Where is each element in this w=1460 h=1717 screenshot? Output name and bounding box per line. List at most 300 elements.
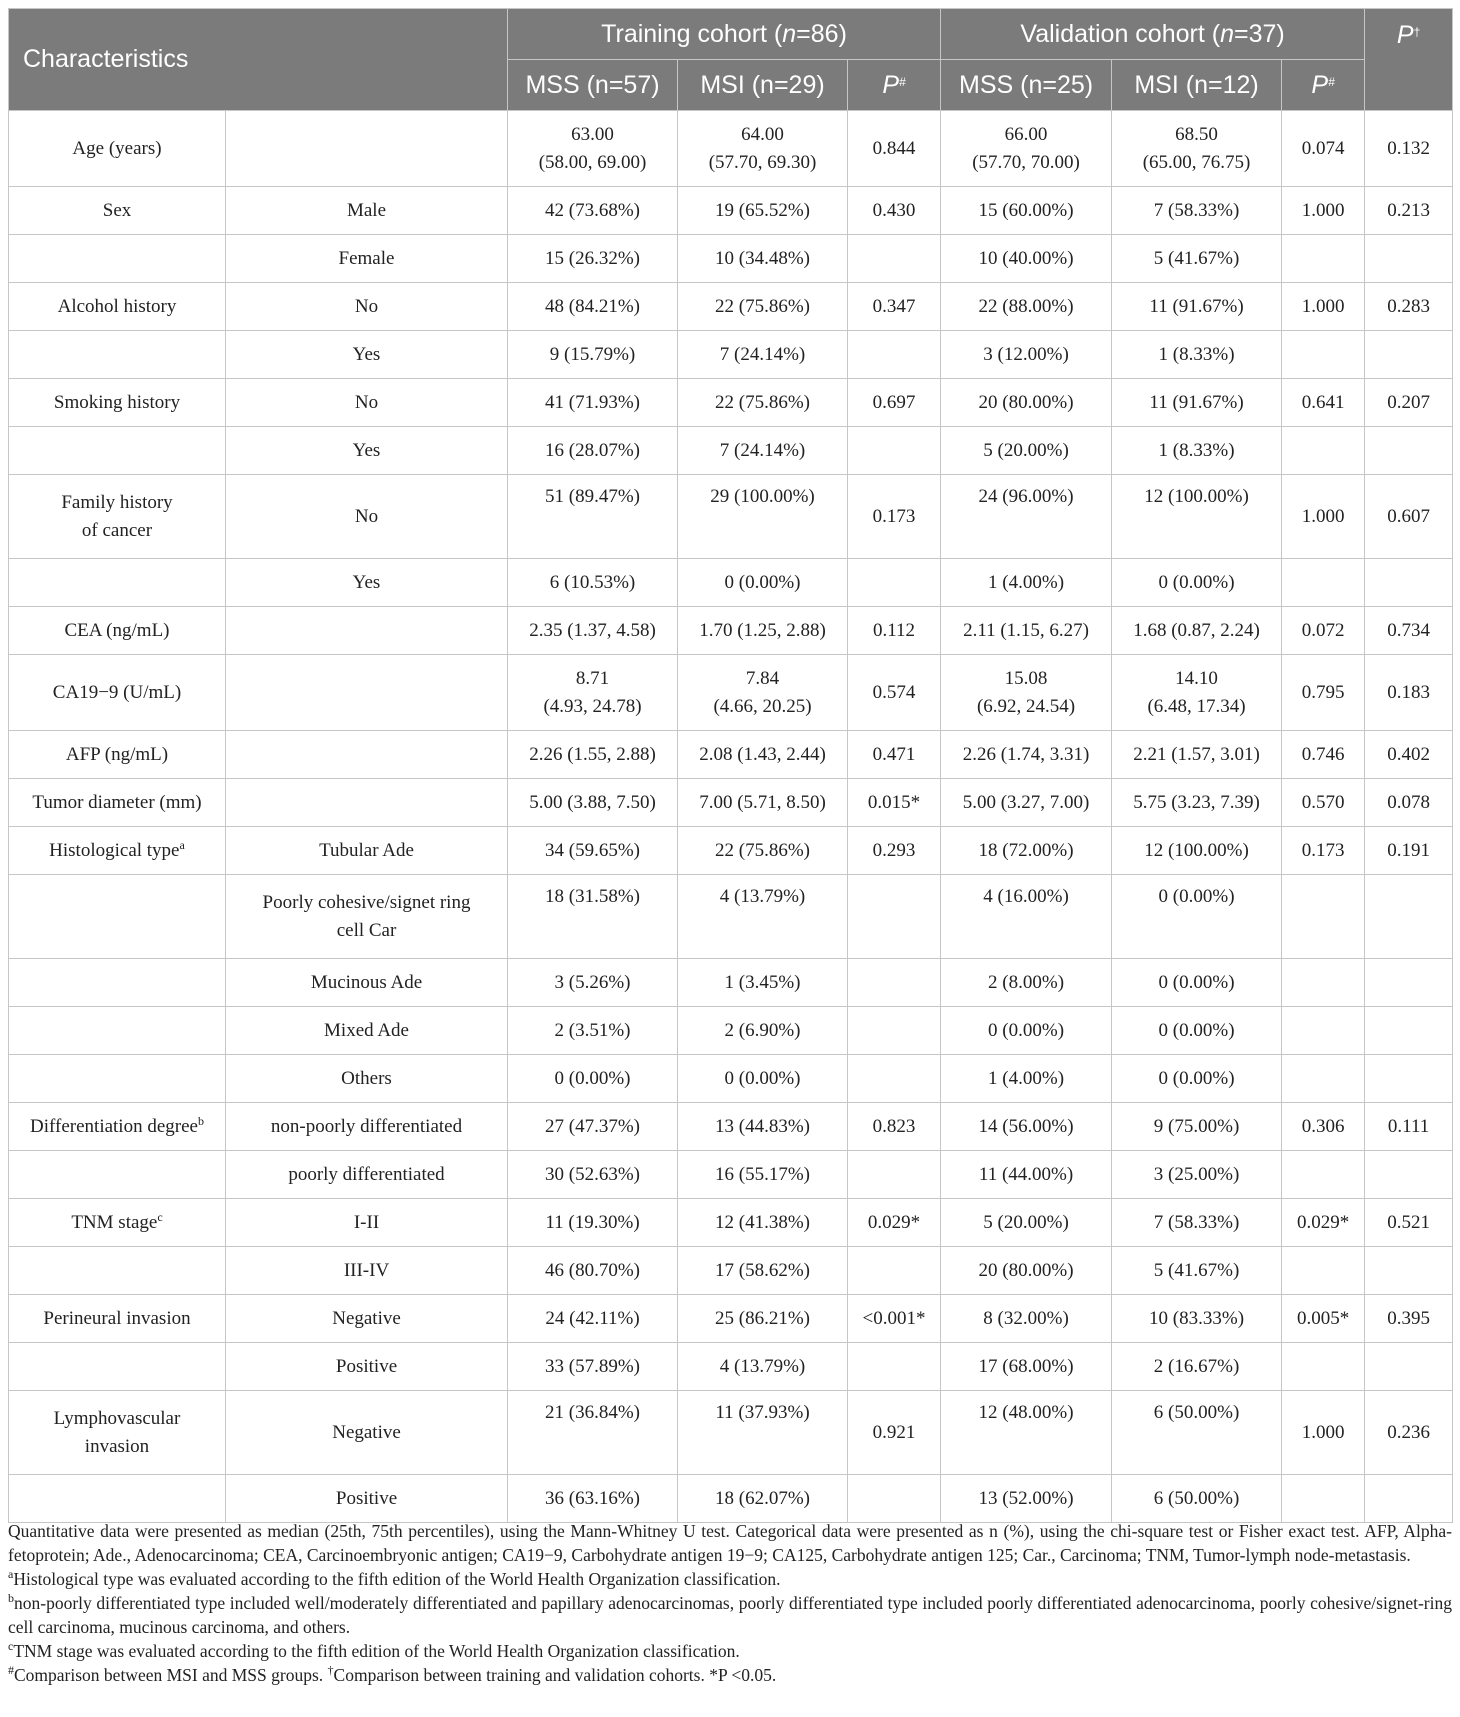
header-msi-training: MSI (n=29) — [678, 60, 848, 111]
characteristic-cell — [9, 875, 226, 959]
msi-training-cell — [678, 187, 848, 235]
p-validation-cell — [1282, 427, 1365, 475]
cell-text: 8.71 — [575, 667, 610, 689]
characteristic-cell — [9, 379, 226, 427]
cell-text: 7 (24.14%) — [719, 343, 806, 365]
mss-validation-cell — [941, 283, 1112, 331]
p-training-cell — [848, 427, 941, 475]
table-body — [9, 111, 1453, 1523]
mss-training-cell — [508, 283, 678, 331]
characteristic-cell — [9, 1055, 226, 1103]
cell-text: 0.015* — [867, 791, 921, 813]
mss-training-cell — [508, 379, 678, 427]
cell-text: 34 (59.65%) — [545, 839, 640, 861]
subgroup-cell — [226, 779, 508, 827]
mss-training-cell — [508, 1295, 678, 1343]
characteristic-cell — [9, 1475, 226, 1523]
p-training-cell — [848, 379, 941, 427]
cell-text: Mucinous Ade — [310, 971, 423, 993]
mss-training-cell — [508, 731, 678, 779]
cell-text: 0.111 — [1387, 1115, 1430, 1137]
table-row — [9, 1055, 1453, 1103]
footnote-hash-mark: # — [8, 1663, 14, 1677]
cell-text: 0.132 — [1387, 137, 1430, 159]
p-validation-cell — [1282, 235, 1365, 283]
mss-validation-cell — [941, 1343, 1112, 1391]
mss-validation-cell — [941, 1151, 1112, 1199]
footnote-dagger-mark: † — [327, 1663, 334, 1677]
msi-training-cell — [678, 607, 848, 655]
mss-training-cell — [508, 235, 678, 283]
subgroup-cell — [226, 655, 508, 731]
cell-text: 0.236 — [1387, 1421, 1430, 1443]
table-row — [9, 559, 1453, 607]
cell-text: 6 (50.00%) — [1153, 1402, 1240, 1423]
mss-validation-cell — [941, 235, 1112, 283]
cell-text: 0.029* — [867, 1211, 921, 1233]
table-row — [9, 1199, 1453, 1247]
training-count: =86) — [796, 19, 847, 48]
cell-text: 41 (71.93%) — [545, 391, 640, 413]
table-row — [9, 379, 1453, 427]
msi-training-cell — [678, 1103, 848, 1151]
cell-text: No — [354, 391, 379, 413]
cell-text: of cancer — [81, 519, 153, 541]
cell-text: (57.70, 69.30) — [708, 151, 817, 173]
p-validation-cell — [1282, 559, 1365, 607]
cell-text: poorly differentiated — [288, 1163, 445, 1185]
cell-text: 11 (44.00%) — [978, 1163, 1074, 1185]
cell-text: 0.005* — [1296, 1307, 1350, 1329]
cell-text: 68.50 — [1175, 123, 1218, 145]
mss-training-cell — [508, 655, 678, 731]
cell-text: 0 (0.00%) — [988, 1019, 1065, 1041]
msi-validation-cell — [1112, 1475, 1282, 1523]
cell-text: 0.112 — [873, 619, 916, 641]
msi-training-cell — [678, 559, 848, 607]
footnote-mark: b — [197, 1113, 204, 1128]
subgroup-cell — [226, 607, 508, 655]
p-cohort-cell — [1365, 655, 1453, 731]
cell-text: (65.00, 76.75) — [1142, 151, 1251, 173]
p-validation-cell — [1282, 331, 1365, 379]
p-training-cell — [848, 1295, 941, 1343]
cell-text: 0.293 — [872, 839, 916, 861]
cell-text: Sex — [102, 199, 132, 221]
p-cohort-cell — [1365, 187, 1453, 235]
table-row — [9, 655, 1453, 731]
header-p-hash-training — [848, 60, 941, 111]
cell-text: 18 (31.58%) — [545, 886, 640, 907]
cell-text: 0.641 — [1301, 391, 1345, 413]
characteristic-cell — [9, 779, 226, 827]
msi-validation-cell — [1112, 1343, 1282, 1391]
mss-validation-cell — [941, 779, 1112, 827]
cell-text: 18 (62.07%) — [715, 1487, 810, 1509]
cell-text: 29 (100.00%) — [710, 486, 815, 507]
p-training-cell — [848, 959, 941, 1007]
msi-training-cell — [678, 1391, 848, 1475]
p-cohort-cell — [1365, 1055, 1453, 1103]
cell-text: 22 (88.00%) — [978, 295, 1074, 317]
cell-text: 0.402 — [1387, 743, 1430, 765]
mss-validation-cell — [941, 187, 1112, 235]
mss-validation-cell — [941, 427, 1112, 475]
mss-training-cell — [508, 427, 678, 475]
msi-training-cell — [678, 427, 848, 475]
cell-text: 64.00 — [741, 123, 784, 145]
subgroup-cell — [226, 111, 508, 187]
msi-validation-cell — [1112, 379, 1282, 427]
mss-training-cell — [508, 1055, 678, 1103]
p-training-cell — [848, 559, 941, 607]
cell-text: 0.921 — [872, 1421, 916, 1443]
p-validation-cell — [1282, 875, 1365, 959]
mss-validation-cell — [941, 731, 1112, 779]
cell-text: Negative — [332, 1421, 401, 1443]
cell-text: 0 (0.00%) — [1158, 886, 1235, 907]
p-dagger-sym: † — [1413, 25, 1421, 39]
mss-training-cell — [508, 1391, 678, 1475]
p-dagger-p: P — [1396, 21, 1414, 49]
p-validation-cell — [1282, 475, 1365, 559]
p-cohort-cell — [1365, 1199, 1453, 1247]
footnote-mark: a — [179, 837, 185, 852]
cell-text: 2.21 (1.57, 3.01) — [1133, 743, 1260, 765]
cell-text: 0.173 — [872, 505, 916, 527]
msi-validation-cell — [1112, 655, 1282, 731]
table-row — [9, 1007, 1453, 1055]
msi-validation-cell — [1112, 1007, 1282, 1055]
cell-text: 12 (48.00%) — [978, 1402, 1074, 1423]
p-cohort-cell — [1365, 827, 1453, 875]
msi-training-cell — [678, 827, 848, 875]
subgroup-cell — [226, 1247, 508, 1295]
cell-text: No — [354, 295, 379, 317]
table-row — [9, 235, 1453, 283]
cell-text: 0.074 — [1301, 137, 1345, 159]
cell-text: 30 (52.63%) — [545, 1163, 640, 1185]
cell-text: 1.000 — [1301, 295, 1345, 317]
characteristic-cell — [9, 1151, 226, 1199]
table-row — [9, 1343, 1453, 1391]
footnote-comparisons — [8, 1663, 1452, 1687]
cell-text: 1 (8.33%) — [1158, 343, 1235, 365]
cell-text: Negative — [332, 1307, 401, 1329]
cell-text: 1 (4.00%) — [988, 1067, 1065, 1089]
cell-text: Yes — [352, 571, 381, 593]
p-cohort-cell — [1365, 1391, 1453, 1475]
table-row — [9, 1247, 1453, 1295]
cell-text: 25 (86.21%) — [715, 1307, 810, 1329]
p-validation-cell — [1282, 655, 1365, 731]
cell-text: 2.11 (1.15, 6.27) — [963, 619, 1090, 641]
p-cohort-cell — [1365, 1151, 1453, 1199]
footnote-b — [8, 1591, 1452, 1639]
p-cohort-cell — [1365, 1295, 1453, 1343]
cell-text: 0.570 — [1301, 791, 1345, 813]
p-training-cell — [848, 779, 941, 827]
cell-text: Yes — [352, 439, 381, 461]
mss-training-cell — [508, 1475, 678, 1523]
characteristic-cell — [9, 559, 226, 607]
cell-text: 0.795 — [1301, 681, 1345, 703]
subgroup-cell — [226, 331, 508, 379]
table-row — [9, 1295, 1453, 1343]
cell-text: 4 (16.00%) — [983, 886, 1069, 907]
mss-validation-cell — [941, 607, 1112, 655]
cell-text: 0.823 — [872, 1115, 916, 1137]
msi-validation-cell — [1112, 875, 1282, 959]
subgroup-cell — [226, 1103, 508, 1151]
p-validation-cell — [1282, 1007, 1365, 1055]
mss-validation-cell — [941, 111, 1112, 187]
cell-text: 2.35 (1.37, 4.58) — [529, 619, 656, 641]
cell-text: CA19−9 (U/mL) — [52, 681, 182, 703]
cell-text: 5 (20.00%) — [983, 1211, 1069, 1233]
cell-text: 46 (80.70%) — [545, 1259, 640, 1281]
msi-training-cell — [678, 1151, 848, 1199]
cell-text: 2 (6.90%) — [724, 1019, 801, 1041]
cell-text: Family history — [61, 491, 173, 513]
cell-text: 6 (50.00%) — [1153, 1487, 1240, 1509]
p-validation-cell — [1282, 379, 1365, 427]
characteristic-cell — [9, 1007, 226, 1055]
cell-text: 0.183 — [1387, 681, 1430, 703]
cell-text: 15 (26.32%) — [545, 247, 640, 269]
cell-text: 15.08 — [1004, 667, 1048, 689]
mss-validation-cell — [941, 1103, 1112, 1151]
cell-text: 0.395 — [1387, 1307, 1430, 1329]
footnote-main: Quantitative data were presented as median (25th, 75th percentiles), using the Mann-Whitney U test. Categorical data were presented as n (%), using the chi-square test or Fisher exact test. AFP, Alpha-fetoprotein; Ade., Adenocarcinoma; CEA, Carcinoembryonic antigen; CA19−9, Carbohydrate antigen 19−9; CA125, Carbohydrate antigen 125; Car., Carcinoma; TNM, Tumor-lymph node-metastasis. — [8, 1521, 1452, 1565]
footnote-c-text: TNM stage was evaluated according to the fifth edition of the World Health Organization classification. — [13, 1641, 740, 1661]
header-p-dagger — [1365, 9, 1453, 111]
msi-validation-cell — [1112, 731, 1282, 779]
cell-text: 1.68 (0.87, 2.24) — [1133, 619, 1260, 641]
table-row — [9, 475, 1453, 559]
p-cohort-cell — [1365, 959, 1453, 1007]
p-cohort-cell — [1365, 731, 1453, 779]
cell-text: Smoking history — [53, 391, 181, 413]
p-validation-cell — [1282, 111, 1365, 187]
p-training-cell — [848, 1247, 941, 1295]
cell-text: 36 (63.16%) — [545, 1487, 640, 1509]
cell-text: 0.697 — [872, 391, 916, 413]
p-training-cell — [848, 1007, 941, 1055]
msi-validation-cell — [1112, 427, 1282, 475]
p-validation-cell — [1282, 1295, 1365, 1343]
mss-validation-cell — [941, 331, 1112, 379]
cell-text: 0.746 — [1301, 743, 1345, 765]
cell-text: 1 (8.33%) — [1158, 439, 1235, 461]
cell-text: Others — [341, 1067, 392, 1089]
msi-training-cell — [678, 1007, 848, 1055]
mss-validation-cell — [941, 475, 1112, 559]
cell-text: Lymphovascular — [53, 1407, 181, 1429]
mss-training-cell — [508, 1343, 678, 1391]
subgroup-cell — [226, 427, 508, 475]
mss-training-cell — [508, 331, 678, 379]
cell-text: 0.430 — [872, 199, 916, 221]
cell-text: 0 (0.00%) — [1158, 1067, 1235, 1089]
subgroup-cell — [226, 235, 508, 283]
cell-text: 4 (13.79%) — [719, 886, 806, 907]
p-hash-sym: # — [1328, 74, 1335, 89]
cell-text: 7 (58.33%) — [1153, 199, 1240, 221]
characteristic-cell — [9, 655, 226, 731]
characteristic-cell — [9, 731, 226, 779]
msi-training-cell — [678, 1343, 848, 1391]
cell-text: 48 (84.21%) — [545, 295, 640, 317]
p-training-cell — [848, 331, 941, 379]
cell-text: 0.521 — [1387, 1211, 1430, 1233]
cell-text: 16 (28.07%) — [545, 439, 640, 461]
cell-text: 2 (16.67%) — [1153, 1355, 1240, 1377]
msi-training-cell — [678, 1295, 848, 1343]
cell-text: 27 (47.37%) — [545, 1115, 640, 1137]
subgroup-cell — [226, 959, 508, 1007]
cell-text: 9 (75.00%) — [1153, 1115, 1240, 1137]
cell-text: 0.173 — [1301, 839, 1345, 861]
msi-validation-cell — [1112, 331, 1282, 379]
mss-training-cell — [508, 1247, 678, 1295]
p-validation-cell — [1282, 1199, 1365, 1247]
subgroup-cell — [226, 827, 508, 875]
subgroup-cell — [226, 731, 508, 779]
subgroup-cell — [226, 1343, 508, 1391]
subgroup-cell — [226, 1199, 508, 1247]
characteristic-cell — [9, 1295, 226, 1343]
p-validation-cell — [1282, 779, 1365, 827]
msi-validation-cell — [1112, 559, 1282, 607]
subgroup-cell — [226, 475, 508, 559]
p-training-cell — [848, 1055, 941, 1103]
cell-text: 0 (0.00%) — [724, 1067, 801, 1089]
cell-text: 13 (52.00%) — [978, 1487, 1074, 1509]
cell-text: Positive — [335, 1487, 398, 1509]
cell-text: 0 (0.00%) — [1158, 1019, 1235, 1041]
cell-text: 3 (25.00%) — [1153, 1163, 1240, 1185]
cell-text: 9 (15.79%) — [549, 343, 636, 365]
cell-text: 3 (5.26%) — [554, 971, 631, 993]
table-row — [9, 959, 1453, 1007]
cell-text: 1 (3.45%) — [724, 971, 801, 993]
p-training-cell — [848, 655, 941, 731]
cell-text: 6 (10.53%) — [549, 571, 636, 593]
p-training-cell — [848, 875, 941, 959]
cell-text: 0.283 — [1387, 295, 1430, 317]
p-training-cell — [848, 1391, 941, 1475]
cell-text: 5.75 (3.23, 7.39) — [1133, 791, 1260, 813]
mss-validation-cell — [941, 827, 1112, 875]
p-cohort-cell — [1365, 1007, 1453, 1055]
mss-training-cell — [508, 1103, 678, 1151]
footnote-b-text: non-poorly differentiated type included well/moderately differentiated and papillary adenocarcinomas, poorly differentiated type included poorly differentiated adenocarcinoma, poorly cohesive/signet-ring cell carcinoma, mucinous carcinoma, and others. — [8, 1593, 1452, 1637]
cell-text: 17 (68.00%) — [978, 1355, 1074, 1377]
p-cohort-cell — [1365, 379, 1453, 427]
cell-text: 0 (0.00%) — [1158, 971, 1235, 993]
table-row — [9, 187, 1453, 235]
p-training-cell — [848, 187, 941, 235]
cell-text: 0.306 — [1301, 1115, 1345, 1137]
header-training-cohort — [508, 9, 941, 60]
p-cohort-cell — [1365, 1343, 1453, 1391]
cell-text: 0.213 — [1387, 199, 1430, 221]
cell-text: 0.072 — [1301, 619, 1345, 641]
characteristic-cell — [9, 283, 226, 331]
table-row — [9, 875, 1453, 959]
cell-text: 0.207 — [1387, 391, 1430, 413]
cell-text: 7.00 (5.71, 8.50) — [699, 791, 826, 813]
table-row — [9, 607, 1453, 655]
cell-text: (57.70, 70.00) — [972, 151, 1080, 173]
cell-text: 16 (55.17%) — [715, 1163, 810, 1185]
p-cohort-cell — [1365, 331, 1453, 379]
cell-text: <0.001* — [862, 1307, 926, 1329]
characteristic-cell — [9, 475, 226, 559]
msi-training-cell — [678, 235, 848, 283]
cell-text: 5 (41.67%) — [1153, 1259, 1240, 1281]
cell-text: Tumor diameter (mm) — [32, 791, 202, 813]
p-validation-cell — [1282, 827, 1365, 875]
table-row — [9, 427, 1453, 475]
msi-validation-cell — [1112, 111, 1282, 187]
msi-validation-cell — [1112, 1103, 1282, 1151]
msi-training-cell — [678, 475, 848, 559]
cell-text: 0.078 — [1387, 791, 1430, 813]
p-validation-cell — [1282, 1475, 1365, 1523]
msi-validation-cell — [1112, 1295, 1282, 1343]
cell-text: 15 (60.00%) — [978, 199, 1074, 221]
footnote-a — [8, 1567, 1452, 1591]
mss-training-cell — [508, 875, 678, 959]
cell-text: 5 (20.00%) — [983, 439, 1069, 461]
msi-training-cell — [678, 283, 848, 331]
cell-text: 2 (3.51%) — [554, 1019, 631, 1041]
mss-training-cell — [508, 827, 678, 875]
mss-validation-cell — [941, 1247, 1112, 1295]
cell-text: Mixed Ade — [324, 1019, 409, 1041]
cell-text: 66.00 — [1004, 123, 1048, 145]
validation-label: Validation cohort ( — [1020, 19, 1221, 48]
subgroup-cell — [226, 187, 508, 235]
subgroup-cell — [226, 875, 508, 959]
p-validation-cell — [1282, 1391, 1365, 1475]
cell-text: 2.08 (1.43, 2.44) — [699, 743, 826, 765]
p-cohort-cell — [1365, 427, 1453, 475]
header-characteristics: Characteristics — [9, 9, 508, 111]
footnote-mark: c — [157, 1209, 163, 1224]
cell-text: 13 (44.83%) — [715, 1115, 810, 1137]
cell-text: 1.000 — [1301, 505, 1345, 527]
cell-text: 12 (41.38%) — [715, 1211, 810, 1233]
cell-text: 3 (12.00%) — [983, 343, 1069, 365]
msi-training-cell — [678, 111, 848, 187]
characteristic-cell — [9, 187, 226, 235]
p-training-cell — [848, 1151, 941, 1199]
mss-validation-cell — [941, 1391, 1112, 1475]
cell-text: 14 (56.00%) — [978, 1115, 1074, 1137]
cell-text: Perineural invasion — [43, 1307, 191, 1329]
table-row — [9, 731, 1453, 779]
mss-validation-cell — [941, 1007, 1112, 1055]
cell-text: 2.26 (1.74, 3.31) — [962, 743, 1090, 765]
subgroup-cell — [226, 1151, 508, 1199]
cell-text: 2 (8.00%) — [988, 971, 1065, 993]
footnote-c — [8, 1639, 1452, 1663]
mss-training-cell — [508, 779, 678, 827]
cell-text: 8 (32.00%) — [983, 1307, 1069, 1329]
